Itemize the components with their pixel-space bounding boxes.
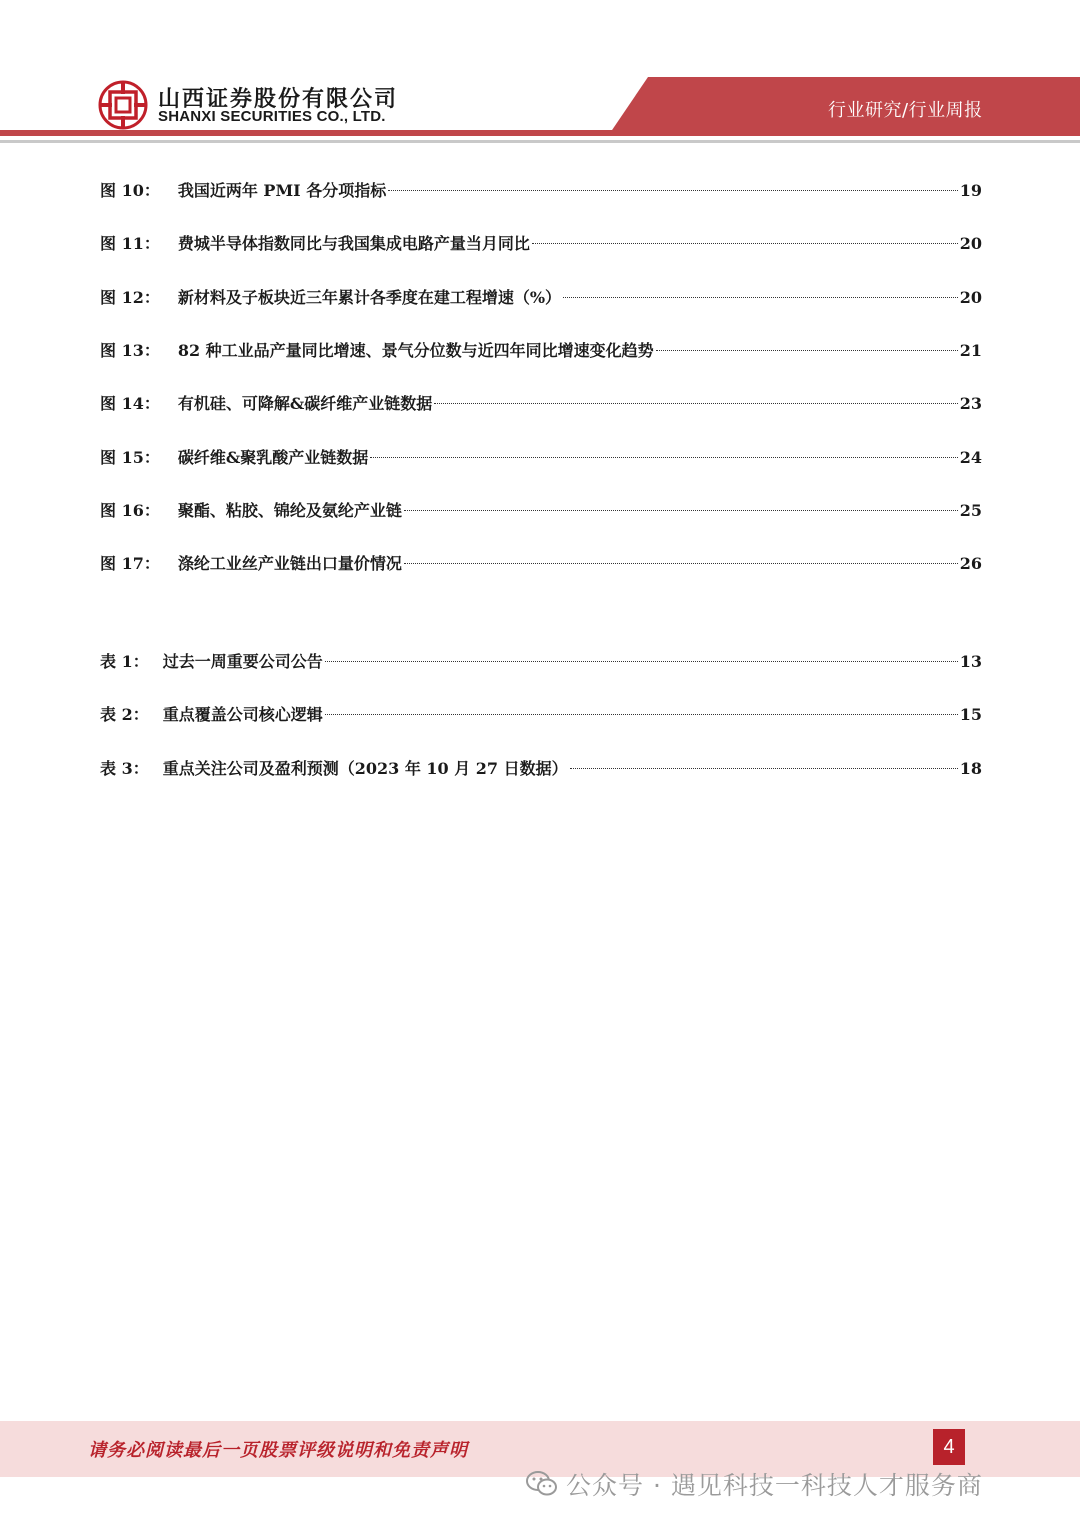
toc-entry[interactable] — [100, 702, 982, 728]
toc-leader-dots — [434, 403, 957, 404]
toc-entry-title: 过去一周重要公司公告 — [162, 652, 323, 671]
shanxi-securities-logo-icon — [98, 80, 148, 130]
watermark — [526, 1466, 983, 1502]
toc-entry-number: 图 16： — [100, 501, 160, 520]
toc-entry-title: 82 种工业品产量同比增速、景气分位数与近四年同比增速变化趋势 — [177, 341, 654, 360]
toc-entry[interactable] — [100, 756, 982, 782]
disclaimer-text[interactable]: 请务必阅读最后一页股票评级说明和免责声明 — [88, 1440, 468, 1461]
toc-entry-title: 聚酯、粘胶、锦纶及氨纶产业链 — [177, 501, 402, 520]
toc-entry[interactable] — [100, 178, 982, 204]
toc-entry-title: 重点覆盖公司核心逻辑 — [162, 705, 323, 724]
toc-entry-page: 21 — [959, 341, 982, 360]
toc-leader-dots — [388, 190, 958, 191]
toc-entry-page: 18 — [959, 759, 982, 778]
wechat-icon — [526, 1470, 558, 1498]
toc-leader-dots — [325, 661, 958, 662]
page-header — [0, 0, 1080, 150]
toc-entry-page: 19 — [959, 181, 982, 200]
toc-entry-number: 图 15： — [100, 448, 160, 467]
report-type-label: 行业研究/行业周报 — [828, 100, 983, 121]
toc-leader-dots — [404, 510, 958, 511]
toc-entry-page: 25 — [959, 501, 982, 520]
toc-entry-number: 表 3： — [100, 759, 149, 778]
toc-entry-page: 13 — [959, 652, 982, 671]
toc-entry[interactable] — [100, 445, 982, 471]
toc-entry-page: 24 — [959, 448, 982, 467]
toc-leader-dots — [656, 350, 958, 351]
toc-entry-page: 23 — [959, 394, 982, 413]
company-name-cn: 山西证券股份有限公司 — [158, 87, 399, 112]
toc-entry-title: 新材料及子板块近三年累计各季度在建工程增速（%） — [177, 288, 562, 307]
toc-leader-dots — [370, 457, 957, 458]
toc-entry[interactable] — [100, 498, 982, 524]
toc-entry[interactable] — [100, 551, 982, 577]
toc-entry-page: 26 — [959, 554, 982, 573]
toc-entry[interactable] — [100, 391, 982, 417]
toc-entry[interactable] — [100, 231, 982, 257]
header-band — [0, 0, 1080, 150]
toc-leader-dots — [404, 563, 958, 564]
toc-leader-dots — [325, 714, 958, 715]
toc-entry-number: 表 1： — [100, 652, 149, 671]
toc-entry-title: 重点关注公司及盈利预测（2023 年 10 月 27 日数据） — [162, 759, 568, 778]
toc-entry-title: 我国近两年 PMI 各分项指标 — [177, 181, 387, 200]
toc-entry-number: 图 13： — [100, 341, 160, 360]
toc-leader-dots — [532, 243, 958, 244]
toc-entry-page: 20 — [959, 234, 982, 253]
toc-entry-page: 15 — [959, 705, 982, 724]
toc-entry-title: 涤纶工业丝产业链出口量价情况 — [177, 554, 402, 573]
toc-entry-page: 20 — [959, 288, 982, 307]
toc-entry-number: 图 12： — [100, 288, 160, 307]
page-number: 4 — [933, 1429, 965, 1465]
toc-entry[interactable] — [100, 649, 982, 675]
toc-entry-number: 图 11： — [100, 234, 160, 253]
company-name-en: SHANXI SECURITIES CO., LTD. — [158, 108, 386, 125]
toc-entry-number: 图 17： — [100, 554, 160, 573]
watermark-text: 公众号 · 遇见科技一科技人才服务商 — [566, 1471, 983, 1500]
toc-entry-number: 图 10： — [100, 181, 160, 200]
toc-entry-title: 碳纤维&聚乳酸产业链数据 — [177, 448, 369, 467]
toc-entry[interactable] — [100, 285, 982, 311]
toc-entry-number: 表 2： — [100, 705, 149, 724]
toc-entry-number: 图 14： — [100, 394, 160, 413]
toc-entry-title: 费城半导体指数同比与我国集成电路产量当月同比 — [177, 234, 530, 253]
toc-leader-dots — [570, 768, 958, 769]
toc-entry-title: 有机硅、可降解&碳纤维产业链数据 — [177, 394, 433, 413]
toc-entry[interactable] — [100, 338, 982, 364]
toc-leader-dots — [563, 297, 958, 298]
